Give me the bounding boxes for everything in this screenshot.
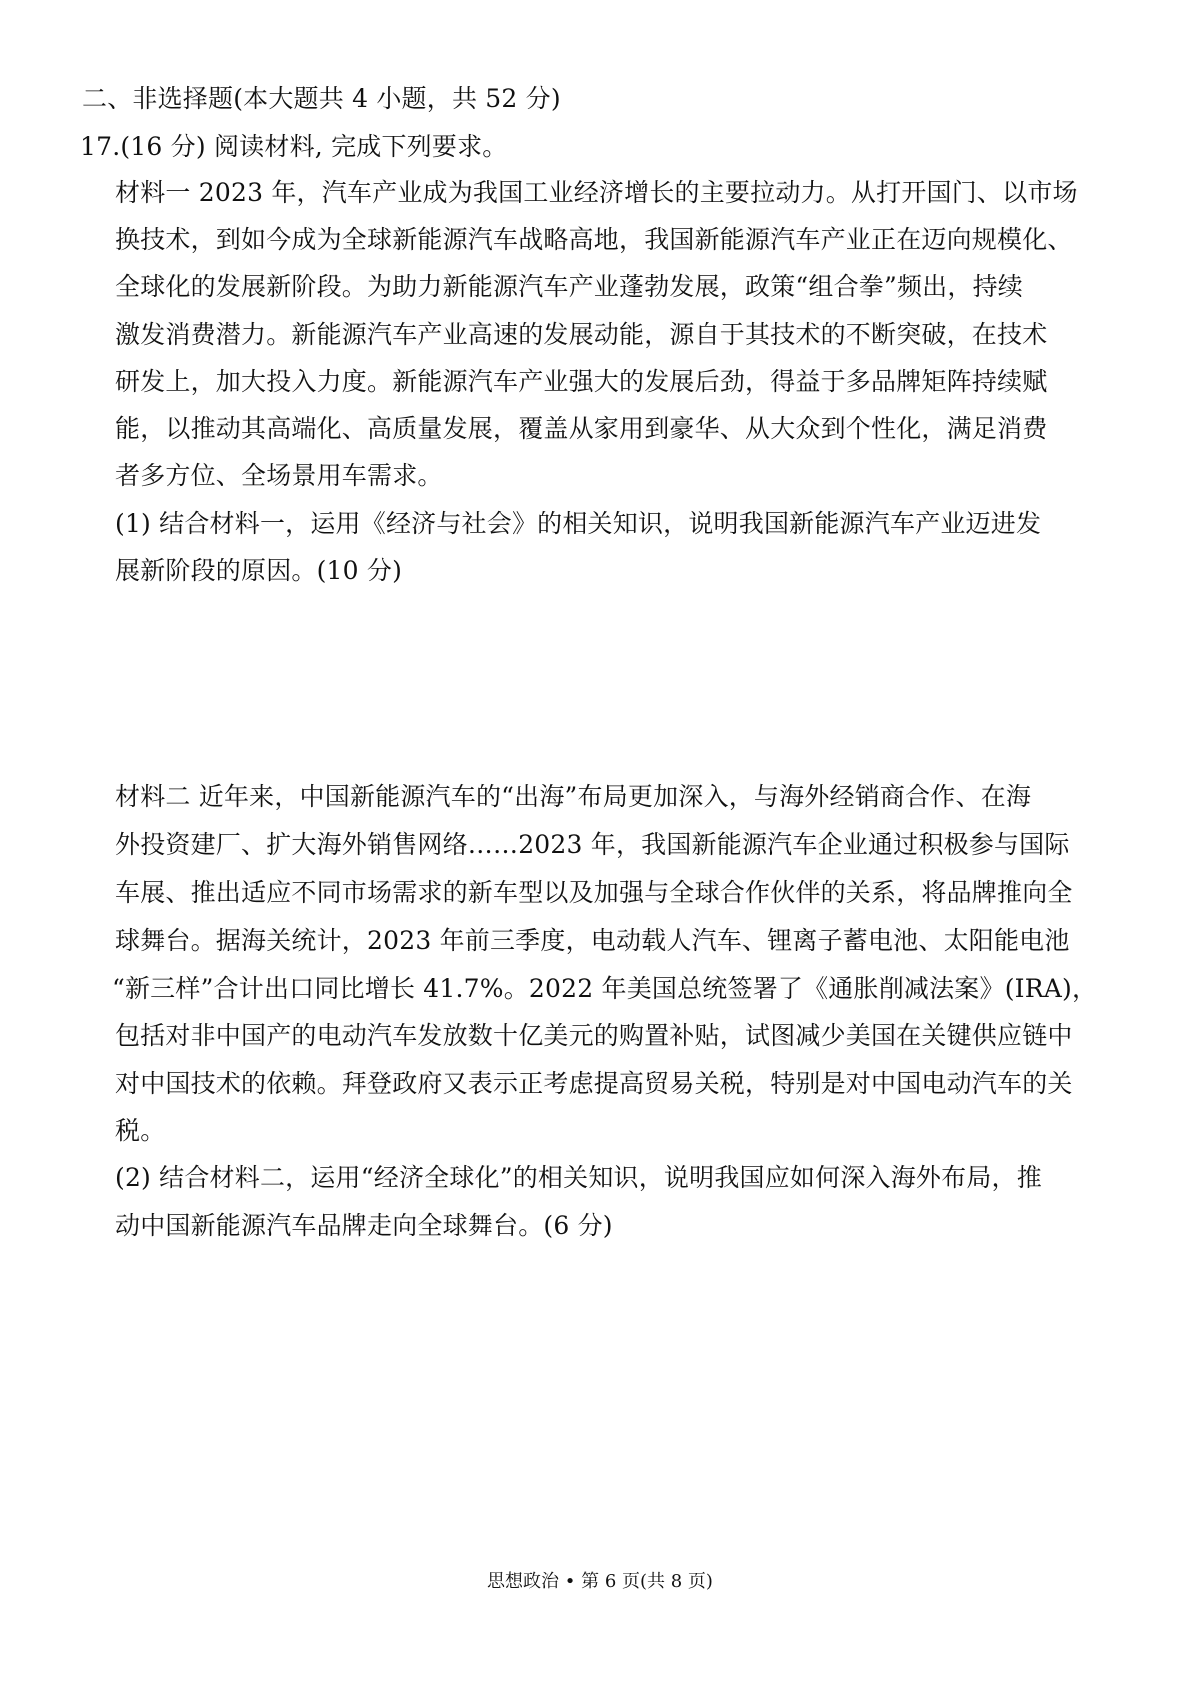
material-2-line: “新三样”合计出口同比增长 41.7%。2022 年美国总统签署了《通胀削减法案》(IRA)， (112, 974, 1098, 1003)
material-1-line: 激发消费潜力。新能源汽车产业高速的发展动能，源自于其技术的不断突破，在技术 (115, 320, 1048, 349)
material-1-line: 换技术，到如今成为全球新能源汽车战略高地，我国新能源汽车产业正在迈向规模化、 (115, 225, 1073, 254)
section-heading: 二、非选择题(本大题共 4 小题，共 52 分) (82, 84, 561, 113)
material-2-line: 球舞台。据海关统计，2023 年前三季度，电动载人汽车、锂离子蓄电池、太阳能电池 (115, 926, 1070, 955)
sub-question-2-line: (2) 结合材料二，运用“经济全球化”的相关知识，说明我国应如何深入海外布局，推 (115, 1163, 1042, 1192)
material-1-line: 者多方位、全场景用车需求。 (115, 461, 443, 490)
sub-question-2-line: 动中国新能源汽车品牌走向全球舞台。(6 分) (115, 1211, 613, 1240)
sub-question-1-line: 展新阶段的原因。(10 分) (115, 556, 403, 585)
material-1-line: 全球化的发展新阶段。为助力新能源汽车产业蓬勃发展，政策“组合拳”频出，持续 (115, 272, 1023, 301)
material-2-line: 车展、推出适应不同市场需求的新车型以及加强与全球合作伙伴的关系，将品牌推向全 (115, 878, 1073, 907)
material-2-line: 外投资建厂、扩大海外销售网络……2023 年，我国新能源汽车企业通过积极参与国际 (115, 830, 1070, 859)
sub-question-1-line: (1) 结合材料一，运用《经济与社会》的相关知识，说明我国新能源汽车产业迈进发 (115, 509, 1042, 538)
material-2-line: 税。 (115, 1116, 166, 1145)
material-2-line: 对中国技术的依赖。拜登政府又表示正考虑提高贸易关税，特别是对中国电动汽车的关 (115, 1069, 1073, 1098)
material-1-line: 材料一 2023 年，汽车产业成为我国工业经济增长的主要拉动力。从打开国门、以市场 (115, 178, 1078, 207)
material-2-line: 包括对非中国产的电动汽车发放数十亿美元的购置补贴，试图减少美国在关键供应链中 (115, 1021, 1073, 1050)
material-1-line: 能，以推动其高端化、高质量发展，覆盖从家用到豪华、从大众到个性化，满足消费 (115, 414, 1048, 443)
question-17-header: 17.(16 分) 阅读材料, 完成下列要求。 (80, 132, 508, 161)
page-footer: 思想政治 • 第 6 页(共 8 页) (487, 1571, 713, 1592)
material-1-line: 研发上，加大投入力度。新能源汽车产业强大的发展后劲，得益于多品牌矩阵持续赋 (115, 367, 1048, 396)
material-2-line: 材料二 近年来，中国新能源汽车的“出海”布局更加深入，与海外经销商合作、在海 (115, 782, 1032, 811)
